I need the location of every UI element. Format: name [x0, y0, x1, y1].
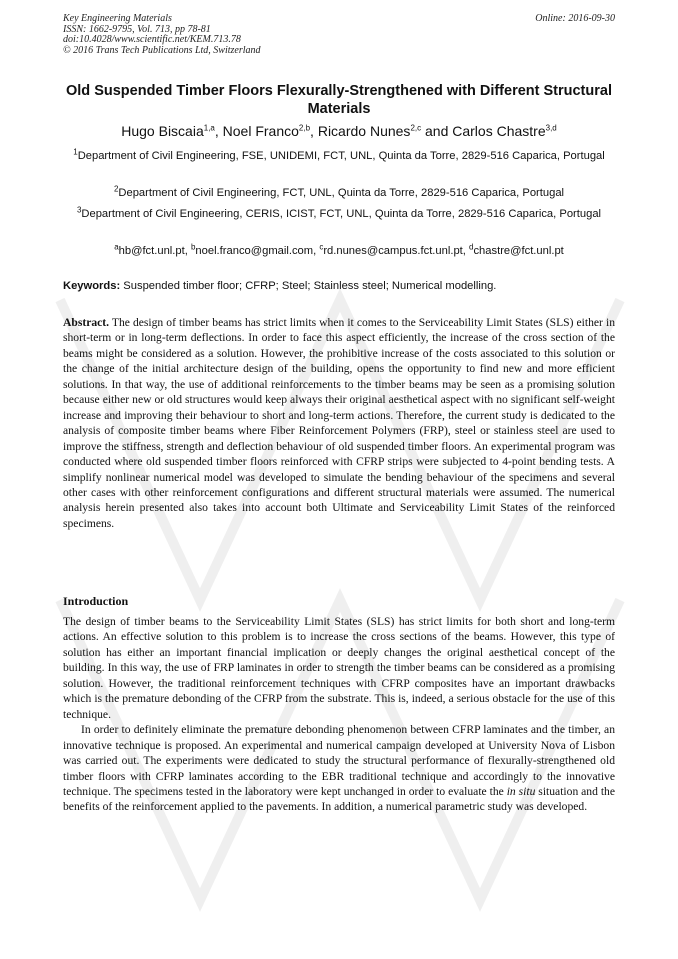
- author-superscript: 2,c: [410, 123, 422, 133]
- affiliation-text: Department of Civil Engineering, CERIS, ICIST, FCT, UNL, Quinta da Torre, 2829-516 Caparica, Portugal: [81, 208, 602, 220]
- journal-header: [63, 14, 615, 56]
- online-date: Online: 2016-09-30: [535, 13, 615, 24]
- author-separator: ,: [214, 123, 223, 139]
- author-superscript: 1,a: [203, 123, 215, 133]
- author-superscript: 2,b: [298, 123, 311, 133]
- author-separator: and: [421, 123, 453, 139]
- email-separator: ,: [184, 245, 191, 257]
- affiliation-superscript: 3: [76, 205, 82, 215]
- abstract-label: Abstract.: [63, 316, 110, 329]
- author-name: Carlos Chastre: [452, 123, 546, 139]
- affiliation-3: [62, 207, 616, 223]
- author-separator: ,: [310, 123, 318, 139]
- affiliation-2: [30, 186, 648, 202]
- introduction-body: [63, 614, 615, 815]
- copyright-line: © 2016 Trans Tech Publications Ltd, Switzerland: [63, 44, 261, 56]
- affiliation-1: [55, 149, 623, 165]
- email-superscript: d: [469, 242, 474, 252]
- email-address: hb@fct.unl.pt: [118, 245, 185, 257]
- doi-line: doi:10.4028/www.scientific.net/KEM.713.78: [63, 34, 241, 46]
- email-address: noel.franco@gmail.com: [195, 245, 314, 257]
- email-address: chastre@fct.unl.pt: [473, 245, 564, 257]
- journal-name: Key Engineering Materials: [63, 13, 172, 24]
- email-separator: ,: [313, 245, 320, 257]
- abstract: [63, 315, 615, 531]
- author-list: [20, 122, 658, 140]
- email-separator: ,: [462, 245, 469, 257]
- paragraph: [63, 722, 615, 815]
- author-superscript: 3,d: [545, 123, 557, 133]
- affiliation-text: Department of Civil Engineering, FSE, UNIDEMI, FCT, UNL, Quinta da Torre, 2829-516 Caparica, Portugal: [77, 150, 605, 162]
- paragraph: The design of timber beams to the Serviceability Limit States (SLS) has strict limits for both short and long-term actions. An effective solution to this problem is to increase the cross sections of the beams. However, this type of solution has either an important financial implication or deeply changes the original aesthetical concept of the building. In this way, the use of FRP laminates in order to strength the timber beams can be considered as a promising solution. However, the traditional reinforcement techniques with CFRP composites have an important drawbacks which is the premature debonding of the CFRP from the substrate. This is, indeed, a serious obstacle for the use of this technique.: [63, 615, 615, 721]
- keywords-text: Suspended timber floor; CFRP; Steel; Stainless steel; Numerical modelling.: [120, 280, 497, 292]
- affiliation-superscript: 1: [73, 147, 78, 157]
- paper-title: Old Suspended Timber Floors Flexurally-Strengthened with Different Structural Materials: [66, 83, 612, 117]
- email-superscript: b: [190, 242, 196, 252]
- paragraph-text: In order to definitely eliminate the premature debonding phenomenon between CFRP laminates and the timber, an innovative technique is proposed. An experimental and numerical campaign developed at University Nova of Lisbon was carried out. The experiments were dedicated to study the structural performance of flexurally-strengthened old timber floors with CFRP laminates according to the EBR traditional technique and accordingly to the innovative technique. The specimens tested in the laboratory were kept unchanged in order to evaluate the: [63, 723, 615, 798]
- email-address: rd.nunes@campus.fct.unl.pt: [323, 245, 463, 257]
- author-name: Hugo Biscaia: [121, 123, 204, 139]
- author-name: Noel Franco: [222, 123, 299, 139]
- email-superscript: c: [319, 242, 324, 252]
- affiliation-superscript: 2: [113, 184, 119, 194]
- author-name: Ricardo Nunes: [317, 123, 411, 139]
- italic-term: in situ: [506, 784, 536, 798]
- paragraph-text: situation and the benefits of the reinforcement applied to the pavements. In addition, a numerical parametric study was developed.: [63, 784, 615, 814]
- email-superscript: a: [114, 242, 119, 252]
- keywords: [63, 279, 615, 294]
- abstract-text: The design of timber beams has strict limits when it comes to the Serviceability Limit States (SLS) either in short-term or in long-term deflections. In order to face this aspect efficiently, the increase of the cross section of the beams might be considered as a solution. However, the prohibitive increase of the costs associated to this solution or the change of the initial architecture design of the building, opens the opportunity to find new and more efficient solutions. In that way, the use of additional reinforcements to the timber beams may be seen as a promising solution because either new or old structures would keep always their original aesthetical aspect with no significant self-weight increase and improving their behaviour to short and long-term actions. Therefore, the current study is dedicated to the analysis of composite timber beams where Fiber Reinforcement Polymers (FRP), steel or stainless steel are used to improve the stiffness, strength and deflection behaviour of old suspended timber floors. An experimental program was conducted where old suspended timber floors reinforced with CFRP strips were subjected to 4-point bending tests. A simplify nonlinear numerical model was developed to simulate the bending behaviour of the specimens and several other cases with other reinforcement configurations and different structural materials were assumed. The numerical analysis herein presented also takes into account both Ultimate and Serviceability Limit States of the reinforced specimens.: [63, 316, 615, 530]
- affiliation-text: Department of Civil Engineering, FCT, UNL, Quinta da Torre, 2829-516 Caparica, Portugal: [118, 187, 565, 199]
- section-heading-introduction: Introduction: [63, 594, 129, 608]
- keywords-label: Keywords:: [63, 280, 121, 292]
- issn-line: ISSN: 1662-9795, Vol. 713, pp 78-81: [63, 23, 211, 35]
- email-list: [30, 244, 648, 259]
